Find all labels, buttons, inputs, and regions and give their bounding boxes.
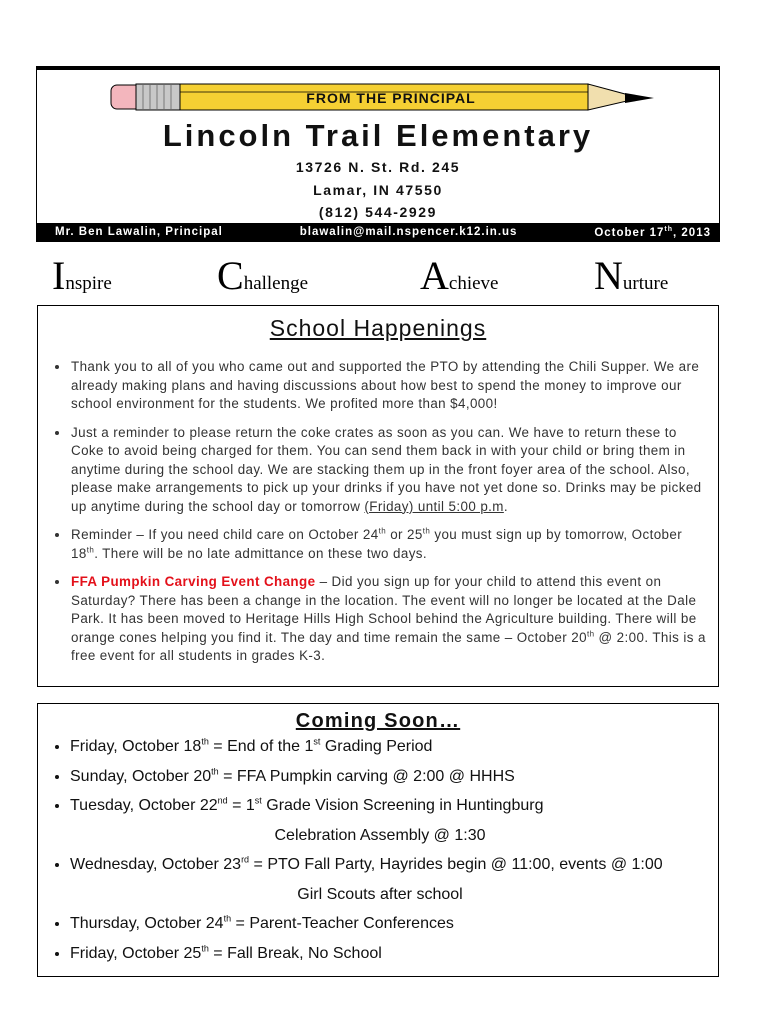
motto-nurture: Nurture	[594, 253, 669, 298]
event-item: • Friday, October 18th = End of the 1st Grading Period	[70, 737, 718, 767]
address-city: Lamar, IN 47550	[313, 182, 443, 198]
school-phone: (812) 544-2929	[318, 204, 438, 220]
motto-achieve: Achieve	[420, 253, 499, 298]
info-bar	[37, 223, 719, 241]
issue-date: October 17th, 2013	[594, 225, 711, 239]
event-detail: Girl Scouts after school	[297, 885, 463, 903]
newsletter-header	[36, 66, 720, 242]
school-name: Lincoln Trail Elementary	[162, 118, 594, 153]
school-motto	[52, 254, 692, 296]
event-item: • Sunday, October 20th = FFA Pumpkin carving @ 2:00 @ HHHS	[70, 767, 718, 797]
coming-soon-title: Coming Soon…	[295, 710, 461, 732]
coming-soon-box	[37, 703, 719, 977]
banner-label: FROM THE PRINCIPAL	[306, 90, 476, 106]
address-street: 13726 N. St. Rd. 245	[295, 159, 461, 175]
list-item: • FFA Pumpkin Carving Event Change – Did you sign up for your child to attend this event on Saturday? There has been a change in the location. The event will no longer be located at the Dale Park. It has been moved to Heritage Hills High School behind the Agriculture building. There will be orange cones helping you find it. The day and time remain the same – October 20th @ 2:00. This is a free event for all students in grades K-3.	[70, 573, 708, 666]
motto-inspire: Inspire	[52, 253, 112, 298]
event-item: • Thursday, October 24th = Parent-Teacher Conferences	[70, 914, 718, 944]
events-list	[38, 737, 718, 973]
principal-name: Mr. Ben Lawalin, Principal	[55, 226, 223, 238]
list-item: • Just a reminder to please return the coke crates as soon as you can. We have to return these to Coke to avoid being charged for them. You can send them back in with your child or bring them in anytime during the school day. We are stacking them up in the front foyer area of the school. Also, please make arrangements to pick up your drinks if you have not yet done so. Drinks may be picked up anytime during the school day or tomorrow (Friday) until 5:00 p.m.	[70, 424, 708, 517]
event-detail: Celebration Assembly @ 1:30	[274, 826, 486, 844]
principal-email[interactable]: blawalin@mail.nspencer.k12.in.us	[299, 226, 518, 238]
list-item: • Reminder – If you need child care on October 24th or 25th you must sign up by tomorrow, October 18th. There will be no late admittance on these two days.	[70, 526, 708, 563]
happenings-title: School Happenings	[269, 315, 487, 341]
event-item: • Friday, October 25th = Fall Break, No School	[70, 944, 718, 974]
school-happenings-box	[37, 305, 719, 687]
motto-challenge: Challenge	[217, 253, 309, 298]
list-item: • Thank you to all of you who came out and supported the PTO by attending the Chili Supper. We are already making plans and having discussions about how best to spend the money to improve our school environment for the students. We profited more than $4,000!	[70, 358, 708, 414]
ffa-event-title: FFA Pumpkin Carving Event Change	[71, 574, 316, 589]
happenings-list	[38, 358, 718, 676]
event-item: • Tuesday, October 22nd = 1st Grade Vision Screening in Huntingburg	[70, 796, 718, 826]
event-item: • Wednesday, October 23rd = PTO Fall Party, Hayrides begin @ 11:00, events @ 1:00	[70, 855, 718, 885]
